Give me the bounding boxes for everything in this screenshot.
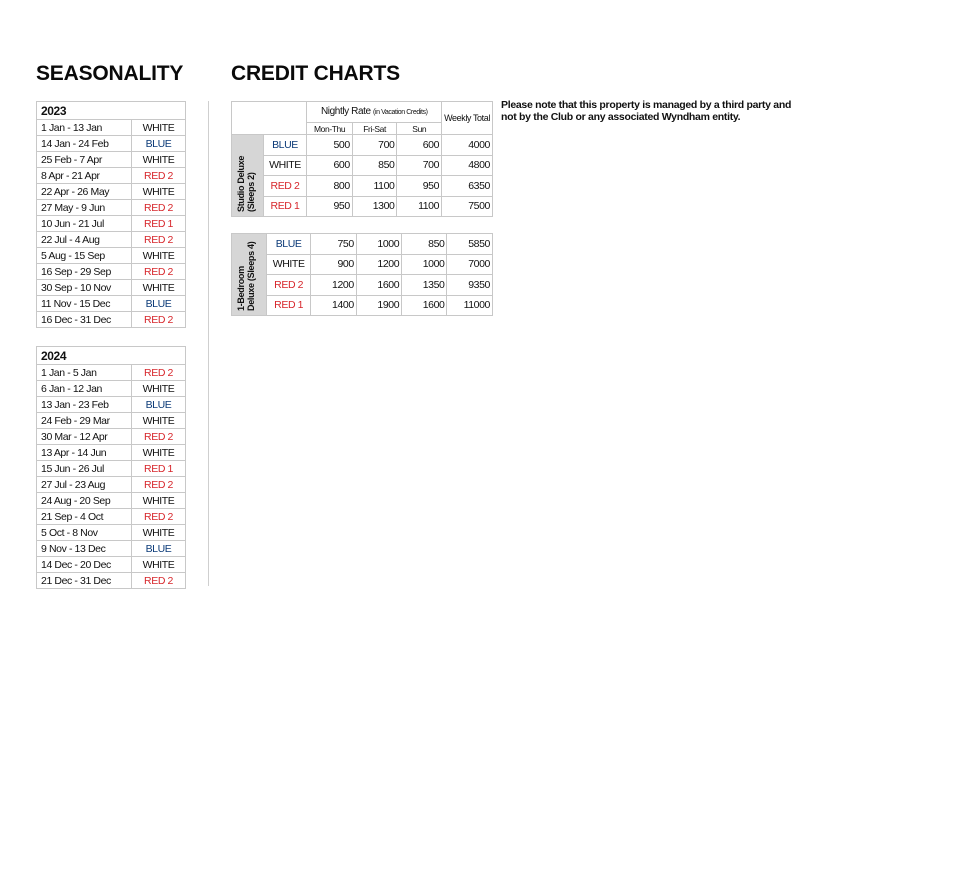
season-name: RED 2 bbox=[132, 509, 186, 525]
credit-fri-sat-value: 700 bbox=[352, 135, 397, 156]
season-row bbox=[37, 200, 186, 216]
season-name: WHITE bbox=[132, 120, 186, 136]
room-type-label: Studio Deluxe (Sleeps 2) bbox=[236, 155, 256, 212]
credit-weekly-value: 6350 bbox=[442, 176, 493, 197]
credit-mon-thu-value: 950 bbox=[307, 196, 352, 217]
season-dates: 15 Jun - 26 Jul bbox=[37, 461, 132, 477]
credit-weekly-value: 4800 bbox=[442, 155, 493, 176]
season-row bbox=[37, 493, 186, 509]
credit-weekly-value: 4000 bbox=[442, 135, 493, 156]
season-row bbox=[37, 280, 186, 296]
season-dates: 16 Sep - 29 Sep bbox=[37, 264, 132, 280]
season-name: BLUE bbox=[132, 136, 186, 152]
credit-weekly-value: 7500 bbox=[442, 196, 493, 217]
season-dates: 10 Jun - 21 Jul bbox=[37, 216, 132, 232]
season-row bbox=[37, 429, 186, 445]
season-row bbox=[37, 216, 186, 232]
credit-fri-sat-value: 1200 bbox=[356, 254, 401, 275]
credit-mon-thu-value: 600 bbox=[307, 155, 352, 176]
season-row bbox=[37, 573, 186, 589]
season-dates: 11 Nov - 15 Dec bbox=[37, 296, 132, 312]
nightly-rate-header bbox=[307, 102, 442, 123]
season-row bbox=[37, 541, 186, 557]
seasonality-table-2024 bbox=[36, 346, 186, 589]
season-row bbox=[37, 152, 186, 168]
season-row bbox=[37, 413, 186, 429]
credit-fri-sat-value: 1000 bbox=[356, 234, 401, 255]
season-dates: 24 Aug - 20 Sep bbox=[37, 493, 132, 509]
credit-fri-sat-value: 1300 bbox=[352, 196, 397, 217]
season-name: WHITE bbox=[132, 493, 186, 509]
nightly-rate-label: Nightly Rate bbox=[320, 105, 371, 117]
season-row bbox=[37, 509, 186, 525]
credit-season: WHITE bbox=[266, 254, 311, 275]
credit-row bbox=[232, 234, 493, 255]
season-row bbox=[37, 232, 186, 248]
season-dates: 27 May - 9 Jun bbox=[37, 200, 132, 216]
season-dates: 1 Jan - 5 Jan bbox=[37, 365, 132, 381]
credit-row bbox=[232, 254, 493, 275]
seasonality-table-2023 bbox=[36, 101, 186, 328]
season-dates: 30 Mar - 12 Apr bbox=[37, 429, 132, 445]
season-dates: 22 Jul - 4 Aug bbox=[37, 232, 132, 248]
credit-mon-thu-value: 1200 bbox=[311, 275, 356, 296]
season-row bbox=[37, 136, 186, 152]
season-name: RED 2 bbox=[132, 168, 186, 184]
credit-season: RED 2 bbox=[266, 275, 311, 296]
season-row bbox=[37, 168, 186, 184]
credit-row bbox=[232, 196, 493, 217]
season-row bbox=[37, 365, 186, 381]
season-row bbox=[37, 264, 186, 280]
season-dates: 13 Apr - 14 Jun bbox=[37, 445, 132, 461]
season-name: WHITE bbox=[132, 184, 186, 200]
seasonality-heading: SEASONALITY bbox=[36, 62, 184, 85]
season-row bbox=[37, 296, 186, 312]
season-name: RED 2 bbox=[132, 312, 186, 328]
season-dates: 6 Jan - 12 Jan bbox=[37, 381, 132, 397]
credit-mon-thu-value: 500 bbox=[307, 135, 352, 156]
season-row bbox=[37, 248, 186, 264]
season-row bbox=[37, 312, 186, 328]
season-dates: 30 Sep - 10 Nov bbox=[37, 280, 132, 296]
fri-sat-header: Fri-Sat bbox=[352, 123, 397, 135]
season-row bbox=[37, 461, 186, 477]
room-type-cell bbox=[232, 135, 264, 217]
credit-sun-value: 1600 bbox=[402, 295, 447, 316]
season-dates: 22 Apr - 26 May bbox=[37, 184, 132, 200]
season-name: BLUE bbox=[132, 541, 186, 557]
season-name: RED 2 bbox=[132, 429, 186, 445]
season-dates: 24 Feb - 29 Mar bbox=[37, 413, 132, 429]
credit-row bbox=[232, 155, 493, 176]
season-row bbox=[37, 381, 186, 397]
season-dates: 21 Sep - 4 Oct bbox=[37, 509, 132, 525]
season-name: BLUE bbox=[132, 397, 186, 413]
season-row bbox=[37, 445, 186, 461]
credit-row bbox=[232, 176, 493, 197]
credit-season: RED 2 bbox=[263, 176, 307, 197]
room-type-cell bbox=[232, 234, 267, 316]
season-row bbox=[37, 557, 186, 573]
season-row bbox=[37, 525, 186, 541]
credit-row bbox=[232, 135, 493, 156]
season-dates: 27 Jul - 23 Aug bbox=[37, 477, 132, 493]
credit-charts-heading: CREDIT CHARTS bbox=[231, 62, 400, 85]
season-row bbox=[37, 397, 186, 413]
season-row bbox=[37, 477, 186, 493]
credit-sun-value: 600 bbox=[397, 135, 442, 156]
room-type-label: 1-Bedroom Deluxe (Sleeps 4) bbox=[236, 241, 256, 311]
season-name: RED 1 bbox=[132, 216, 186, 232]
credit-season: BLUE bbox=[266, 234, 311, 255]
season-name: WHITE bbox=[132, 445, 186, 461]
credit-season: RED 1 bbox=[266, 295, 311, 316]
credit-mon-thu-value: 750 bbox=[311, 234, 356, 255]
season-dates: 1 Jan - 13 Jan bbox=[37, 120, 132, 136]
season-name: WHITE bbox=[132, 280, 186, 296]
credit-mon-thu-value: 800 bbox=[307, 176, 352, 197]
season-dates: 5 Oct - 8 Nov bbox=[37, 525, 132, 541]
credit-weekly-value: 5850 bbox=[447, 234, 493, 255]
header-blank bbox=[232, 102, 307, 135]
season-name: RED 1 bbox=[132, 461, 186, 477]
season-name: RED 2 bbox=[132, 200, 186, 216]
sun-header: Sun bbox=[397, 123, 442, 135]
credit-mon-thu-value: 900 bbox=[311, 254, 356, 275]
weekly-total-header: Weekly Total bbox=[442, 102, 493, 135]
season-dates: 13 Jan - 23 Feb bbox=[37, 397, 132, 413]
management-note: Please note that this property is managed by a third party and not by the Club or any associated Wyndham entity. bbox=[501, 99, 792, 123]
season-dates: 25 Feb - 7 Apr bbox=[37, 152, 132, 168]
season-name: RED 2 bbox=[132, 365, 186, 381]
season-dates: 16 Dec - 31 Dec bbox=[37, 312, 132, 328]
credit-weekly-value: 11000 bbox=[447, 295, 493, 316]
season-dates: 21 Dec - 31 Dec bbox=[37, 573, 132, 589]
season-name: RED 2 bbox=[132, 477, 186, 493]
season-name: RED 2 bbox=[132, 264, 186, 280]
mon-thu-header: Mon-Thu bbox=[307, 123, 352, 135]
credit-sun-value: 950 bbox=[397, 176, 442, 197]
nightly-rate-sub: (in Vacation Credits) bbox=[373, 108, 428, 116]
season-name: RED 2 bbox=[132, 573, 186, 589]
credit-sun-value: 1350 bbox=[402, 275, 447, 296]
season-name: WHITE bbox=[132, 381, 186, 397]
credit-weekly-value: 7000 bbox=[447, 254, 493, 275]
year-label: 2023 bbox=[37, 102, 186, 120]
season-dates: 14 Jan - 24 Feb bbox=[37, 136, 132, 152]
credit-mon-thu-value: 1400 bbox=[311, 295, 356, 316]
credit-table-studio bbox=[231, 101, 493, 217]
season-dates: 14 Dec - 20 Dec bbox=[37, 557, 132, 573]
credit-row bbox=[232, 295, 493, 316]
credit-weekly-value: 9350 bbox=[447, 275, 493, 296]
credit-row bbox=[232, 275, 493, 296]
season-dates: 9 Nov - 13 Dec bbox=[37, 541, 132, 557]
credit-fri-sat-value: 1600 bbox=[356, 275, 401, 296]
credit-fri-sat-value: 1100 bbox=[352, 176, 397, 197]
section-divider bbox=[208, 101, 209, 586]
credit-sun-value: 700 bbox=[397, 155, 442, 176]
credit-fri-sat-value: 850 bbox=[352, 155, 397, 176]
season-name: BLUE bbox=[132, 296, 186, 312]
credit-fri-sat-value: 1900 bbox=[356, 295, 401, 316]
season-name: WHITE bbox=[132, 525, 186, 541]
year-label: 2024 bbox=[37, 347, 186, 365]
credit-sun-value: 1000 bbox=[402, 254, 447, 275]
season-name: WHITE bbox=[132, 557, 186, 573]
season-dates: 5 Aug - 15 Sep bbox=[37, 248, 132, 264]
season-name: WHITE bbox=[132, 152, 186, 168]
credit-table-1-bedroom bbox=[231, 233, 493, 316]
season-row bbox=[37, 120, 186, 136]
credit-sun-value: 850 bbox=[402, 234, 447, 255]
credit-season: BLUE bbox=[263, 135, 307, 156]
season-dates: 8 Apr - 21 Apr bbox=[37, 168, 132, 184]
season-name: RED 2 bbox=[132, 232, 186, 248]
credit-season: RED 1 bbox=[263, 196, 307, 217]
season-name: WHITE bbox=[132, 413, 186, 429]
season-row bbox=[37, 184, 186, 200]
season-name: WHITE bbox=[132, 248, 186, 264]
credit-sun-value: 1100 bbox=[397, 196, 442, 217]
credit-season: WHITE bbox=[263, 155, 307, 176]
